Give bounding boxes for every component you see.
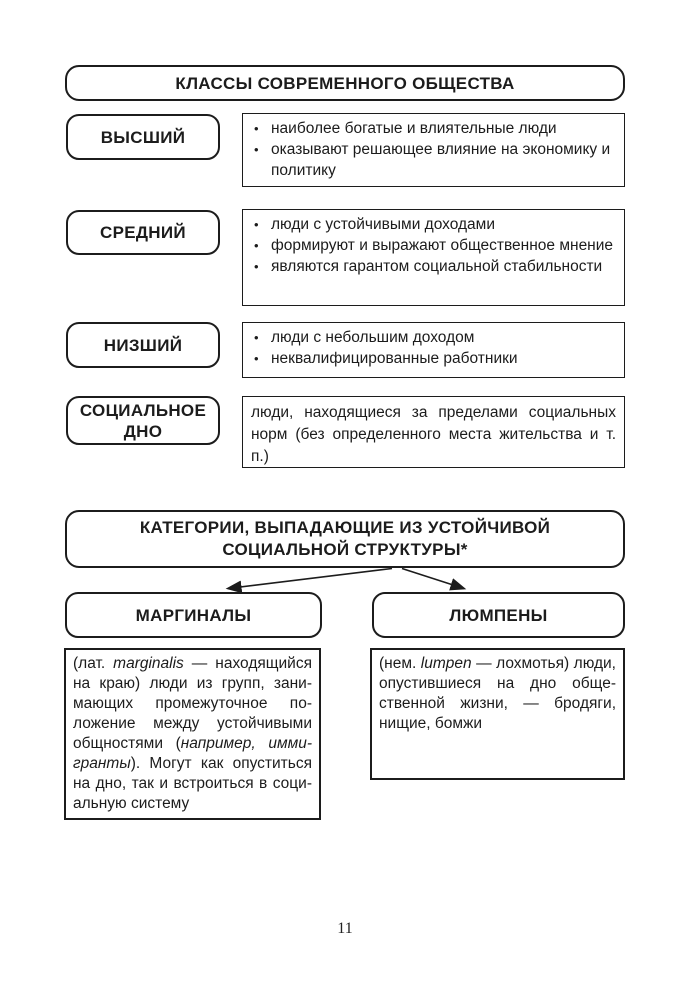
arrow-to-marginals [228,569,392,589]
bullet-dot: • [254,259,259,274]
categories-box [65,510,625,568]
class-label-box-lower [66,322,220,368]
class-label-box-bottom [66,396,220,445]
class-label-box-middle [66,210,220,255]
bullet-dot: • [254,238,259,253]
class-label: СОЦИАЛЬНОЕ ДНО [79,400,207,441]
bullet-dot: • [254,330,259,345]
page-title: КЛАССЫ СОВРЕМЕННОГО ОБЩЕСТВА [175,73,515,93]
bullet-item [251,139,616,181]
arrow-to-lumpens [402,569,464,589]
bullet-item [251,214,616,235]
bullet-text: оказывают решающее влияние на экономику и политику [271,141,611,179]
bullet-dot: • [254,121,259,136]
class-detail-box-upper [242,113,625,187]
bullet-dot: • [254,217,259,232]
marginals-label-box [65,592,322,638]
lumpens-label-box [372,592,625,638]
class-label: НИЗШИЙ [103,335,183,355]
bullet-item [251,118,616,139]
lumpens-definition-box: (нем. lumpen — лохмотья) люди, опустившиеся на дно общественной жизни, — бродяги, нищие, бомжи [370,648,625,780]
class-description: люди, находящиеся за пределами социальных норм (без определенного места жительства и т. п.) [251,404,616,465]
bullet-dot: • [254,142,259,157]
bullet-item [251,348,616,369]
bullet-dot: • [254,351,259,366]
class-label: СРЕДНИЙ [100,223,186,242]
page-number: 11 [337,920,353,937]
class-label: ВЫСШИЙ [100,127,186,147]
categories-title-line2: СОЦИАЛЬНОЙ СТРУКТУРЫ* [222,540,468,559]
marginals-label: МАРГИНАЛЫ [135,605,252,625]
bullet-text: люди с устойчивыми доходами [271,216,495,233]
arrows-svg [0,566,700,594]
class-detail-box-lower [242,322,625,378]
lumpens-label: ЛЮМПЕНЫ [449,605,548,625]
marginals-definition-box: (лат. marginalis — находящийся на краю) люди из групп, занимающих промежуточное положение между устойчивыми общностями (например, иммигранты). Могут как опуститься на дно, так и встроиться в социальную систему [64,648,321,820]
categories-title-line1: КАТЕГОРИИ, ВЫПАДАЮЩИЕ ИЗ УСТОЙЧИВОЙ [139,518,551,537]
bullet-text: наиболее богатые и влиятельные люди [271,120,557,137]
bullet-item [251,327,616,348]
bullet-item [251,235,616,256]
bullet-item [251,256,616,277]
class-detail-box-middle [242,209,625,306]
class-detail-box-bottom [242,396,625,468]
bullet-text: являются гарантом социальной стабильности [271,258,603,275]
class-label-box-upper [66,114,220,160]
title-box [65,65,625,101]
bullet-text: неквалифицированные работники [271,350,518,367]
bullet-text: формируют и выражают общественное мнение [271,237,614,254]
bullet-text: люди с небольшим доходом [271,329,475,346]
